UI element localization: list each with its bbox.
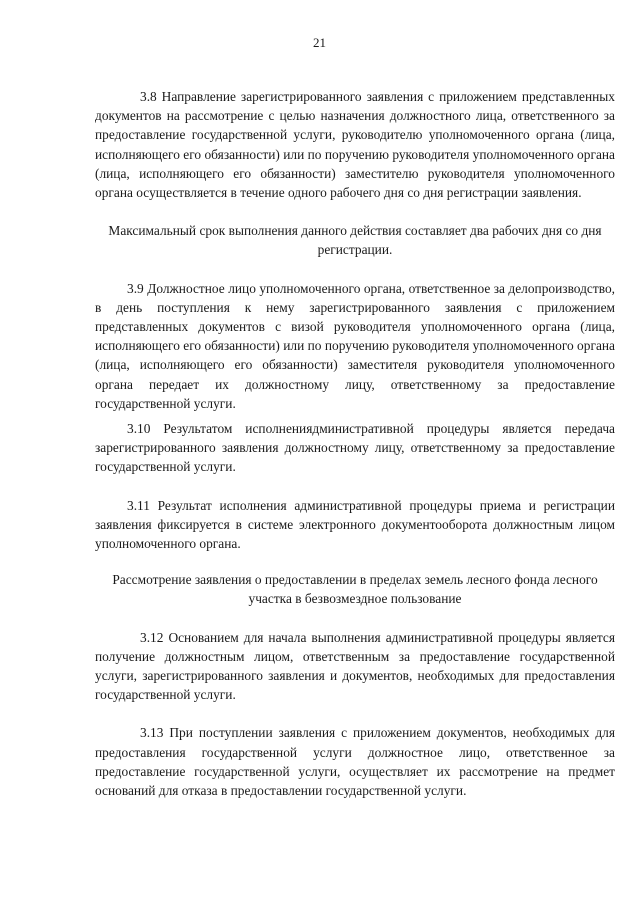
paragraph-3-9: 3.9 Должностное лицо уполномоченного органа, ответственное за делопроизводство, в день поступления к нему зарегистрированного заявления с приложением представленных документов с визой руководителя уполномоченного органа (лица, исполняющего его обязанности) или по поручению руководителя уполномоченного органа (лица, исполняющего его обязанности) заместителя руководителя уполномоченного органа передает их должностному лицу, ответственному за предоставление государственной услуги. [95,280,615,411]
paragraph-3-8: 3.8 Направление зарегистрированного заявления с приложением представленных документов на рассмотрение с целью назначения должностного лица, ответственного за предоставление государственной услуги, руководителю уполномоченного органа (лица, исполняющего его обязанности) или по поручению руководителя уполномоченного органа (лица, исполняющего его обязанности) заместителю руководителя уполномоченного органа осуществляется в течение одного рабочего дня со дня регистрации заявления. [95,89,615,201]
page-number: 21 [313,35,326,50]
section-heading: Рассмотрение заявления о предоставлении в пределах земель лесного фонда лесного участка в безвозмездное пользование [112,572,598,607]
paragraph-3-10: 3.10 Результатом исполнениядминистративной процедуры является передача зарегистрированного заявления должностному лицу, ответственному за предоставление государственной услуги. [95,421,615,475]
paragraph-3-13: 3.13 При поступлении заявления с приложением документов, необходимых для предоставления государственной услуги должностное лицо, ответственное за предоставление государственной услуги, осуществляет их рассмотрение на предмет оснований для отказа в предоставлении государственной услуги. [95,725,615,799]
paragraph-3-12: 3.12 Основанием для начала выполнения административной процедуры является получение должностным лицом, ответственным за предоставление государственной услуги, зарегистрированного заявления и документов, необходимых для предоставления государственной услуги. [95,629,615,703]
paragraph-3-11: 3.11 Результат исполнения административной процедуры приема и регистрации заявления фиксируется в системе электронного документооборота должностным лицом уполномоченного органа. [95,497,615,552]
max-term-note: Максимальный срок выполнения данного действия составляет два рабочих дня со дня регистрации. [108,223,602,258]
document-body [95,87,615,800]
